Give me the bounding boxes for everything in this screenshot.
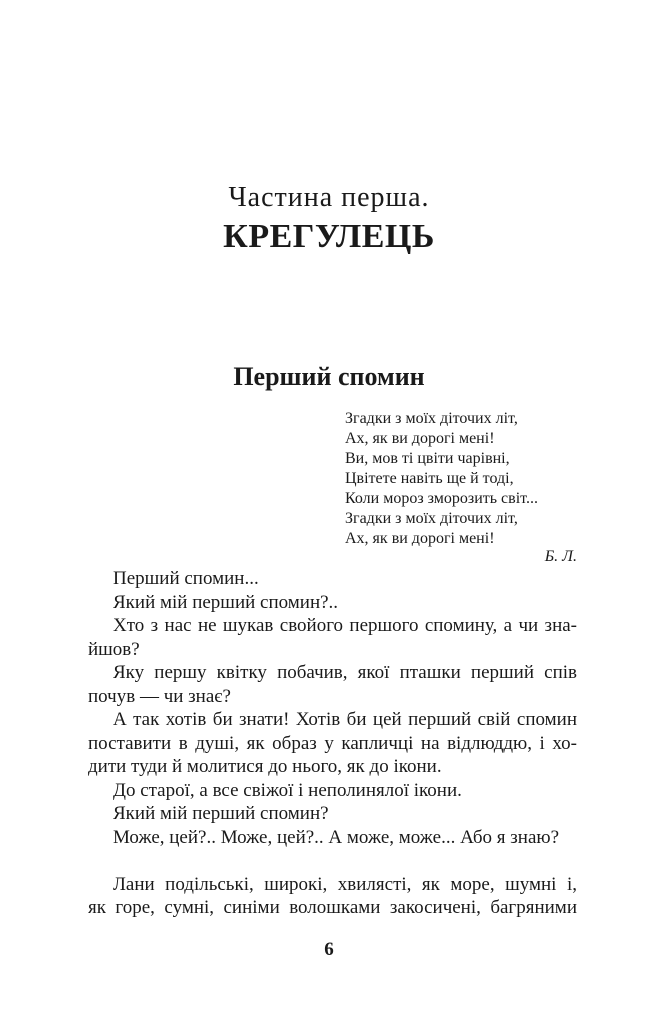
- body-line: поставити в душі, як образ у капличці на відлюддю, і хо-: [88, 732, 577, 754]
- epigraph-line: Ах, як ви дорогі мені!: [345, 530, 495, 547]
- paragraph: [88, 708, 577, 779]
- epigraph-line: Ви, мов ті цвіти чарівні,: [345, 450, 510, 467]
- body-line: як горе, сумні, синіми волошками закосичені, багряними: [88, 897, 577, 918]
- body-line: дити туди й молитися до нього, як до ікони.: [88, 756, 442, 777]
- body-line: Який мій перший спомин?..: [113, 591, 339, 613]
- chapter-title: Перший спомин: [233, 362, 425, 391]
- body-line: Може, цей?.. Може, цей?.. А може, може... Або я знаю?: [113, 826, 560, 848]
- body-line: А так хотів би знати! Хотів би цей перший свій спомин: [113, 709, 577, 730]
- epigraph-line: Цвітете навіть ще й тоді,: [345, 470, 514, 487]
- paragraph: [88, 591, 577, 615]
- paragraph: [88, 779, 577, 803]
- body-line: Який мій перший спомин?: [113, 803, 329, 824]
- epigraph-line: Згадки з моїх діточих літ,: [345, 510, 518, 527]
- body-line: Хто з нас не шукав свойого першого спомину, а чи зна-: [113, 615, 577, 636]
- epigraph: [345, 409, 538, 549]
- paragraph: [88, 802, 577, 826]
- part-label: Частина перша.: [228, 182, 430, 213]
- body-line: Перший спомин...: [113, 568, 259, 589]
- paragraph: [88, 567, 577, 591]
- body-line: Лани подільські, широкі, хвилясті, як море, шумні і,: [113, 873, 577, 895]
- body-line: До старої, а все свіжої і неполинялої ікони.: [113, 779, 462, 801]
- body-line: Яку першу квітку побачив, якої пташки перший спів: [113, 662, 577, 683]
- epigraph-line: Ах, як ви дорогі мені!: [345, 430, 495, 447]
- paragraph: [88, 614, 577, 661]
- epigraph-line: Згадки з моїх діточих літ,: [345, 410, 518, 427]
- body-text: [88, 567, 577, 920]
- part-heading: [0, 182, 658, 256]
- page-number: 6: [324, 939, 334, 960]
- epigraph-attribution: Б. Л.: [544, 548, 577, 565]
- paragraph: [88, 873, 577, 920]
- body-line: почув — чи знає?: [88, 685, 231, 707]
- paragraph: [88, 826, 577, 850]
- epigraph-line: Коли мороз зморозить світ...: [345, 490, 538, 507]
- part-title: КРЕГУЛЕЦЬ: [223, 218, 435, 256]
- paragraph: [88, 661, 577, 708]
- body-line: йшов?: [88, 638, 140, 660]
